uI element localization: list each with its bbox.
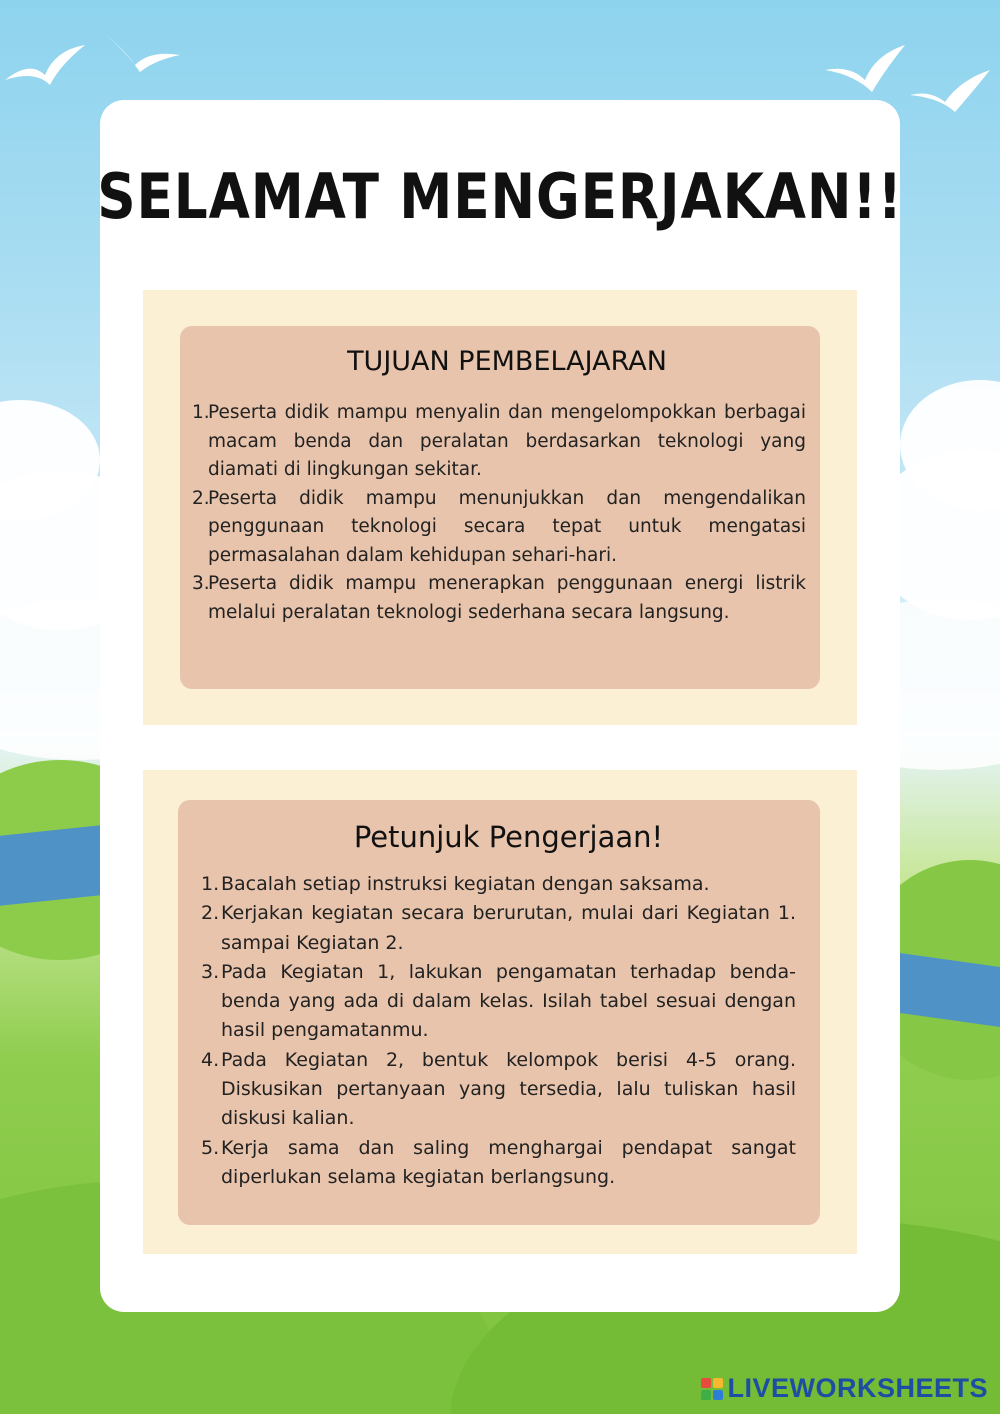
page-title: SELAMAT MENGERJAKAN!! <box>97 160 903 233</box>
list-number: 1. <box>192 402 210 423</box>
blue-roof-left <box>0 824 110 906</box>
petunjuk-list <box>201 870 796 1192</box>
bird-icon <box>905 60 995 115</box>
tujuan-list <box>192 399 806 627</box>
brand-name: LIVEWORKSHEETS <box>727 1373 988 1403</box>
list-number: 5. <box>201 1136 220 1159</box>
list-item <box>201 870 796 899</box>
liveworksheets-logo[interactable] <box>701 1373 988 1404</box>
list-number: 4. <box>201 1048 220 1071</box>
list-item <box>192 570 806 627</box>
list-text: Pada Kegiatan 1, lakukan pengamatan terhadap benda-benda yang ada di dalam kelas. Isilah tabel sesuai dengan hasil pengamatanmu. <box>221 960 796 1042</box>
list-number: 3. <box>192 573 210 594</box>
logo-icon <box>701 1378 723 1400</box>
list-item <box>201 1134 796 1193</box>
tujuan-box <box>180 326 820 689</box>
list-item <box>201 958 796 1046</box>
petunjuk-box <box>178 800 820 1225</box>
list-item <box>192 399 806 485</box>
list-text: Peserta didik mampu menunjukkan dan mengendalikan penggunaan teknologi secara tepat untuk mengatasi permasalahan dalam kehidupan sehari-hari. <box>208 487 806 566</box>
list-text: Peserta didik mampu menyalin dan mengelompokkan berbagai macam benda dan peralatan berdasarkan teknologi yang diamati di lingkungan sekitar. <box>208 402 806 480</box>
bird-icon <box>95 20 185 75</box>
bird-icon <box>820 40 910 95</box>
list-number: 3. <box>201 960 220 983</box>
list-text: Peserta didik mampu menerapkan penggunaan energi listrik melalui peralatan teknologi sederhana secara langsung. <box>208 573 806 623</box>
list-item <box>201 1046 796 1134</box>
list-text: Kerja sama dan saling menghargai pendapat sangat diperlukan selama kegiatan berlangsung. <box>221 1136 796 1188</box>
petunjuk-heading: Petunjuk Pengerjaan! <box>353 820 664 854</box>
list-text: Bacalah setiap instruksi kegiatan dengan saksama. <box>221 873 710 895</box>
bird-icon <box>0 40 90 90</box>
tujuan-heading: TUJUAN PEMBELAJARAN <box>347 346 667 377</box>
list-number: 1. <box>201 873 220 895</box>
list-number: 2. <box>192 487 210 509</box>
list-item <box>192 485 806 571</box>
list-item <box>201 899 796 958</box>
list-text: Kerjakan kegiatan secara berurutan, mulai dari Kegiatan 1. sampai Kegiatan 2. <box>221 902 796 954</box>
list-number: 2. <box>201 902 220 925</box>
list-text: Pada Kegiatan 2, bentuk kelompok berisi 4-5 orang. Diskusikan pertanyaan yang tersedia, lalu tuliskan hasil diskusi kalian. <box>221 1048 796 1130</box>
